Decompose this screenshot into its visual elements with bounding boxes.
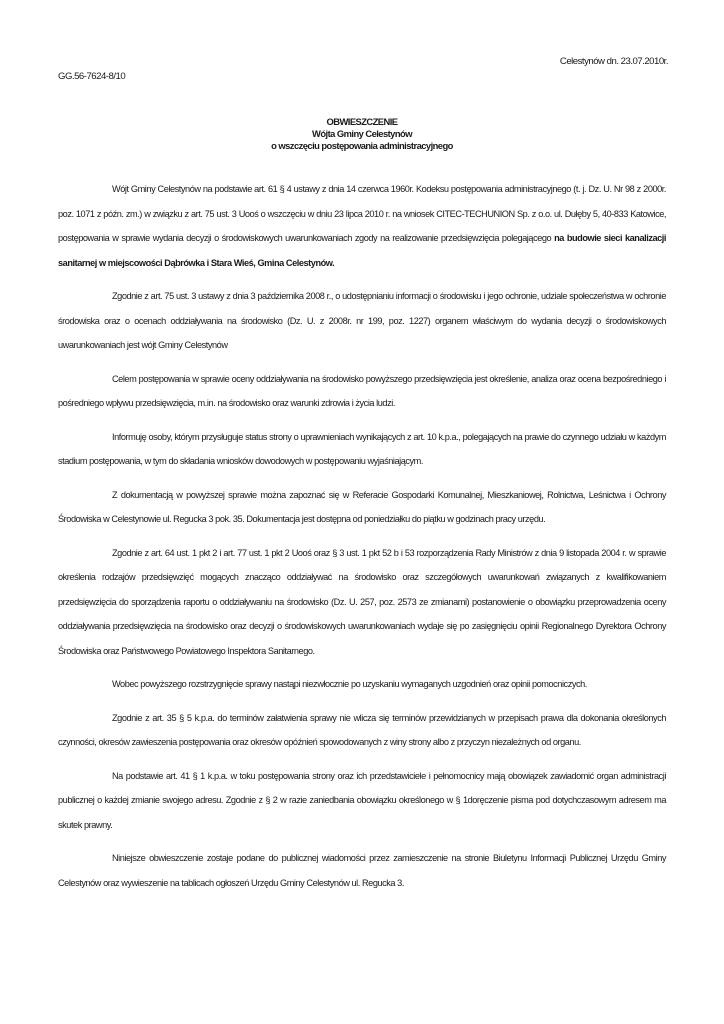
document-title xyxy=(0,116,724,152)
paragraph-1 xyxy=(58,177,666,275)
paragraph-4: Informuję osoby, którym przysługuje status strony o uprawnieniach wynikających z art. 10 k.p.a., polegających na prawie do czynnego udziału w każdym stadium postępowania, w tym do składania wniosków dowodowych w postępowaniu wyjaśniającym. xyxy=(58,431,666,466)
title-line-1: OBWIESZCZENIE xyxy=(326,116,398,127)
title-line-2: Wójta Gminy Celestynów xyxy=(312,128,412,139)
paragraph-9: Na podstawie art. 41 § 1 k.p.a. w toku postępowania strony oraz ich przedstawiciele i pełnomocnicy mają obowiązek zawiadomić organ administracji publicznej o każdej zmianie swojego adresu. Zgodnie z § 2 w razie zaniedbania obowiązku określonego w § 1doręczenie pisma pod dotychczasowym adresem ma skutek prawny. xyxy=(58,770,666,830)
document-body xyxy=(58,177,666,904)
paragraph-6: Zgodnie z art. 64 ust. 1 pkt 2 i art. 77 ust. 1 pkt 2 Uooś oraz § 3 ust. 1 pkt 52 b i 53 rozporządzenia Rady Ministrów z dnia 9 listopada 2004 r. w sprawie określenia rodzajów przedsięwzięć mogących znacząco oddziaływać na środowisko oraz szczegółowych uwarunkowań związanych z kwalifikowaniem przedsięwzięcia do sporządzenia raportu o oddziaływaniu na środowisko (Dz. U. 257, poz. 2573 ze zmianami) postanowienie o obowiązku przeprowadzenia oceny oddziaływania przedsięwzięcia na środowisko oraz decyzji o środowiskowych uwarunkowaniach wydaje się po zasięgnięciu opinii Regionalnego Dyrektora Ochrony Środowiska oraz Państwowego Powiatowego Inspektora Sanitarnego. xyxy=(58,547,666,656)
paragraph-1-text: Wójt Gminy Celestynów na podstawie art. 61 § 4 ustawy z dnia 14 czerwca 1960r. Kodeksu postępowania administracyjnego (t. j. Dz. U. Nr 98 z 2000r. poz. 1071 z późn. zm.) w związku z art. 75 ust. 3 Uooś o wszczęciu w dniu 23 lipca 2010 r. na wniosek CITEC-TECHUNION Sp. z o.o. ul. Dułęby 5, 40-833 Katowice, postępowania w sprawie wydania decyzji o środowiskowych uwarunkowaniach zgody na realizowanie przedsięwzięcia polegającego xyxy=(58,184,666,243)
paragraph-7: Wobec powyższego rozstrzygnięcie sprawy nastąpi niezwłocznie po uzyskaniu wymaganych uzgodnień oraz opinii pomocniczych. xyxy=(112,679,587,689)
title-line-3: o wszczęciu postępowania administracyjnego xyxy=(271,140,453,151)
paragraph-8: Zgodnie z art. 35 § 5 k.p.a. do terminów załatwienia sprawy nie wlicza się terminów przewidzianych w przepisach prawa dla dokonania określonych czynności, okresów zawieszenia postępowania oraz okresów opóźnień spowodowanych z winy strony albo z przyczyn niezależnych od organu. xyxy=(58,712,666,747)
reference-number: GG.56-7624-8/10 xyxy=(58,71,126,82)
place-date: Celestynów dn. 23.07.2010r. xyxy=(559,56,668,67)
paragraph-2: Zgodnie z art. 75 ust. 3 ustawy z dnia 3 października 2008 r., o udostępnianiu informacji o środowisku i jego ochronie, udziale społeczeństwa w ochronie środowiska oraz o ocenach oddziaływania na środowisko (Dz. U. z 2008r. nr 199, poz. 1227) organem właściwym do wydania decyzji o środowiskowych uwarunkowaniach jest wójt Gminy Celestynów xyxy=(58,291,666,350)
paragraph-1-bold: na budowie sieci kanalizacji sanitarnej w miejscowości Dąbrówka i Stara Wieś, Gmina Celestynów. xyxy=(58,233,666,268)
paragraph-5: Z dokumentacją w powyższej sprawie można zapoznać się w Referacie Gospodarki Komunalnej, Mieszkaniowej, Rolnictwa, Leśnictwa i Ochrony Środowiska w Celestynowie ul. Regucka 3 pok. 35. Dokumentacja jest dostępna od poniedziałku do piątku w godzinach pracy urzędu. xyxy=(58,489,666,524)
paragraph-3: Celem postępowania w sprawie oceny oddziaływania na środowisko powyższego przedsięwzięcia jest określenie, analiza oraz ocena bezpośredniego i pośredniego wpływu przedsięwzięcia, m.in. na środowisko oraz warunki zdrowia i życia ludzi. xyxy=(58,373,666,408)
paragraph-10: Niniejsze obwieszczenie zostaje podane do publicznej wiadomości przez zamieszczenie na stronie Biuletynu Informacji Publicznej Urzędu Gminy Celestynów oraz wywieszenie na tablicach ogłoszeń Urzędu Gminy Celestynów ul. Regucka 3. xyxy=(58,853,666,888)
